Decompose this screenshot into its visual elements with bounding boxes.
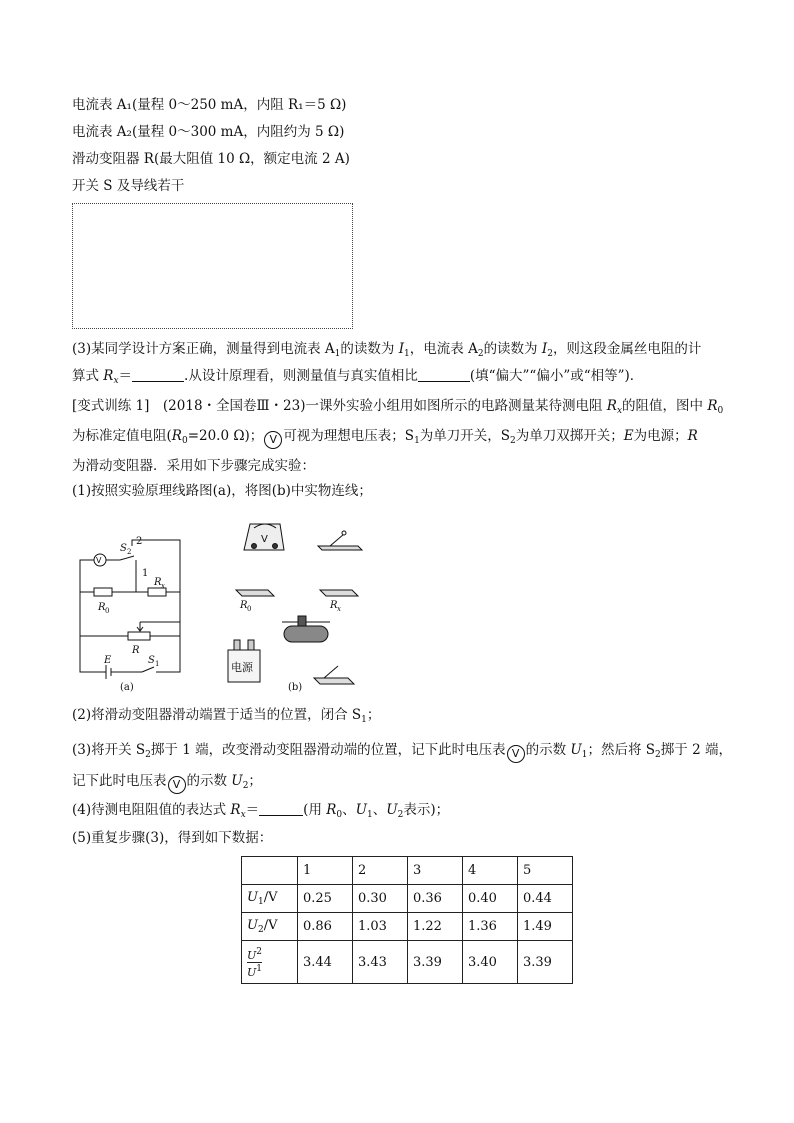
step-5: (5)重复步骤(3)，得到如下数据： — [72, 830, 273, 846]
table-row-ratio — [242, 941, 573, 984]
label-e: E — [104, 655, 112, 666]
power-label: 电源 — [231, 661, 253, 674]
table-cell: 0.30 — [353, 885, 408, 913]
battery — [106, 665, 111, 679]
answer-blank-compare[interactable] — [418, 367, 470, 382]
ratio-fraction: $\frac{U^2}{U^1}$ — [247, 946, 263, 979]
schematic-rheostat — [128, 632, 150, 640]
table-cell: 1.03 — [353, 913, 408, 941]
label-s2: S — [120, 543, 127, 554]
table-cell: 0.40 — [463, 885, 518, 913]
equipment-ammeter-1: 电流表 A₁(量程 0～250 mA，内阻 R₁＝5 Ω) — [72, 97, 347, 113]
table-header-cell: 2 — [353, 857, 408, 885]
table-cell: 3.40 — [463, 941, 518, 984]
row-label-u1: $U_1/V$ — [242, 885, 298, 913]
variant-line-1: [变式训练 1] (2018・全国卷Ⅲ・23)一课外实验小组用如图所示的电路测量某待测电阻 $R_x$的阻值，图中 $R_0$ — [72, 398, 724, 416]
resistor-r0 — [94, 588, 112, 596]
physical-voltmeter-label: V — [261, 534, 268, 545]
physical-r0 — [236, 590, 274, 596]
equipment-ammeter-2: 电流表 A₂(量程 0～300 mA，内阻约为 5 Ω) — [72, 124, 345, 140]
row-label-u2: $U_2/V$ — [242, 913, 298, 941]
voltmeter-icon: V — [168, 776, 186, 794]
data-table — [241, 856, 573, 984]
switch-s2-blade — [120, 556, 134, 560]
label-r: R — [132, 645, 140, 656]
table-corner-cell — [242, 857, 298, 885]
table-cell: 3.43 — [353, 941, 408, 984]
svg-text:R: R — [240, 600, 248, 611]
label-pos2: 2 — [136, 536, 143, 547]
label-a: (a) — [120, 682, 134, 693]
step-3-line-1: (3)将开关 $S_2$掷于 1 端，改变滑动变阻器滑动端的位置，记下此时电压表 V 的示数 $U_1$；然后将 $S_2$掷于 2 端， — [72, 741, 732, 764]
svg-text:0: 0 — [247, 605, 252, 613]
step-1: (1)按照实验原理线路图(a)，将图(b)中实物连线； — [72, 483, 372, 499]
label-b: (b) — [288, 682, 303, 693]
circuit-figure — [68, 510, 388, 700]
table-cell: 0.86 — [298, 913, 353, 941]
voltmeter-icon: V — [264, 431, 282, 449]
components-b — [228, 524, 362, 684]
table-header-cell: 4 — [463, 857, 518, 885]
table-cell: 0.44 — [518, 885, 573, 913]
table-header-cell: 3 — [408, 857, 463, 885]
variant-line-2: 为标准定值电阻($R_0=20.0$ Ω)； V 可视为理想电压表；$S_1$为单刀开关，$S_2$为单刀双掷开关；E为电源；R — [72, 427, 698, 450]
table-cell: 0.36 — [408, 885, 463, 913]
table-cell: 3.39 — [518, 941, 573, 984]
table-cell: 3.39 — [408, 941, 463, 984]
physical-switch-s1 — [314, 678, 354, 684]
step-4: (4)待测电阻阻值的表达式 $R_x=$ (用 $R_0$、$U_1$、$U_2$表示)； — [72, 802, 450, 820]
q3-line-1: (3)某同学设计方案正确，测量得到电流表 $A_1$的读数为 $I_1$，电流表 $A_2$的读数为 $I_2$，则这段金属丝电阻的计 — [72, 341, 702, 359]
switch-s1-blade — [142, 667, 154, 672]
table-row-u1 — [242, 885, 573, 913]
q3-line-2: 算式 $R_x=$ .从设计原理看，则测量值与真实值相比 (填“偏大”“偏小”或“相等”)． — [72, 368, 644, 386]
answer-blank-rx[interactable] — [132, 367, 184, 382]
table-cell: 1.22 — [408, 913, 463, 941]
svg-text:1: 1 — [155, 660, 160, 668]
schematic-v-label: V — [96, 556, 102, 565]
equipment-switch: 开关 S 及导线若干 — [72, 178, 185, 194]
answer-blank-expression[interactable] — [259, 801, 303, 816]
physical-rx — [320, 590, 358, 596]
label-s1: S — [148, 655, 155, 666]
table-cell: 1.49 — [518, 913, 573, 941]
table-header-cell: 5 — [518, 857, 573, 885]
svg-text:x: x — [161, 582, 165, 590]
svg-text:2: 2 — [127, 548, 132, 556]
row-label-ratio — [242, 941, 298, 984]
table-cell: 1.36 — [463, 913, 518, 941]
rheostat-slider — [137, 622, 143, 631]
step-2: (2)将滑动变阻器滑动端置于适当的位置，闭合 $S_1$； — [72, 707, 381, 725]
table-header-row — [242, 857, 573, 885]
svg-text:x: x — [337, 605, 341, 613]
physical-rheostat — [284, 626, 328, 642]
step-3-line-2: 记下此时电压表 V 的示数 $U_2$； — [72, 772, 262, 795]
equipment-rheostat: 滑动变阻器 R(最大阻值 10 Ω，额定电流 2 A) — [72, 151, 350, 167]
voltmeter-icon: V — [507, 745, 525, 763]
label-rx: R — [154, 577, 162, 588]
table-row-u2 — [242, 913, 573, 941]
variant-line-3: 为滑动变阻器．采用如下步骤完成实验： — [72, 458, 315, 474]
circuit-drawing-box[interactable] — [72, 203, 353, 329]
physical-switch-s2 — [318, 546, 362, 550]
table-header-cell: 1 — [298, 857, 353, 885]
svg-text:R: R — [330, 600, 338, 611]
svg-text:0: 0 — [105, 607, 110, 615]
table-cell: 0.25 — [298, 885, 353, 913]
label-pos1: 1 — [142, 568, 149, 579]
table-cell: 3.44 — [298, 941, 353, 984]
label-r0: R — [98, 602, 106, 613]
wire-left-top — [80, 560, 94, 592]
